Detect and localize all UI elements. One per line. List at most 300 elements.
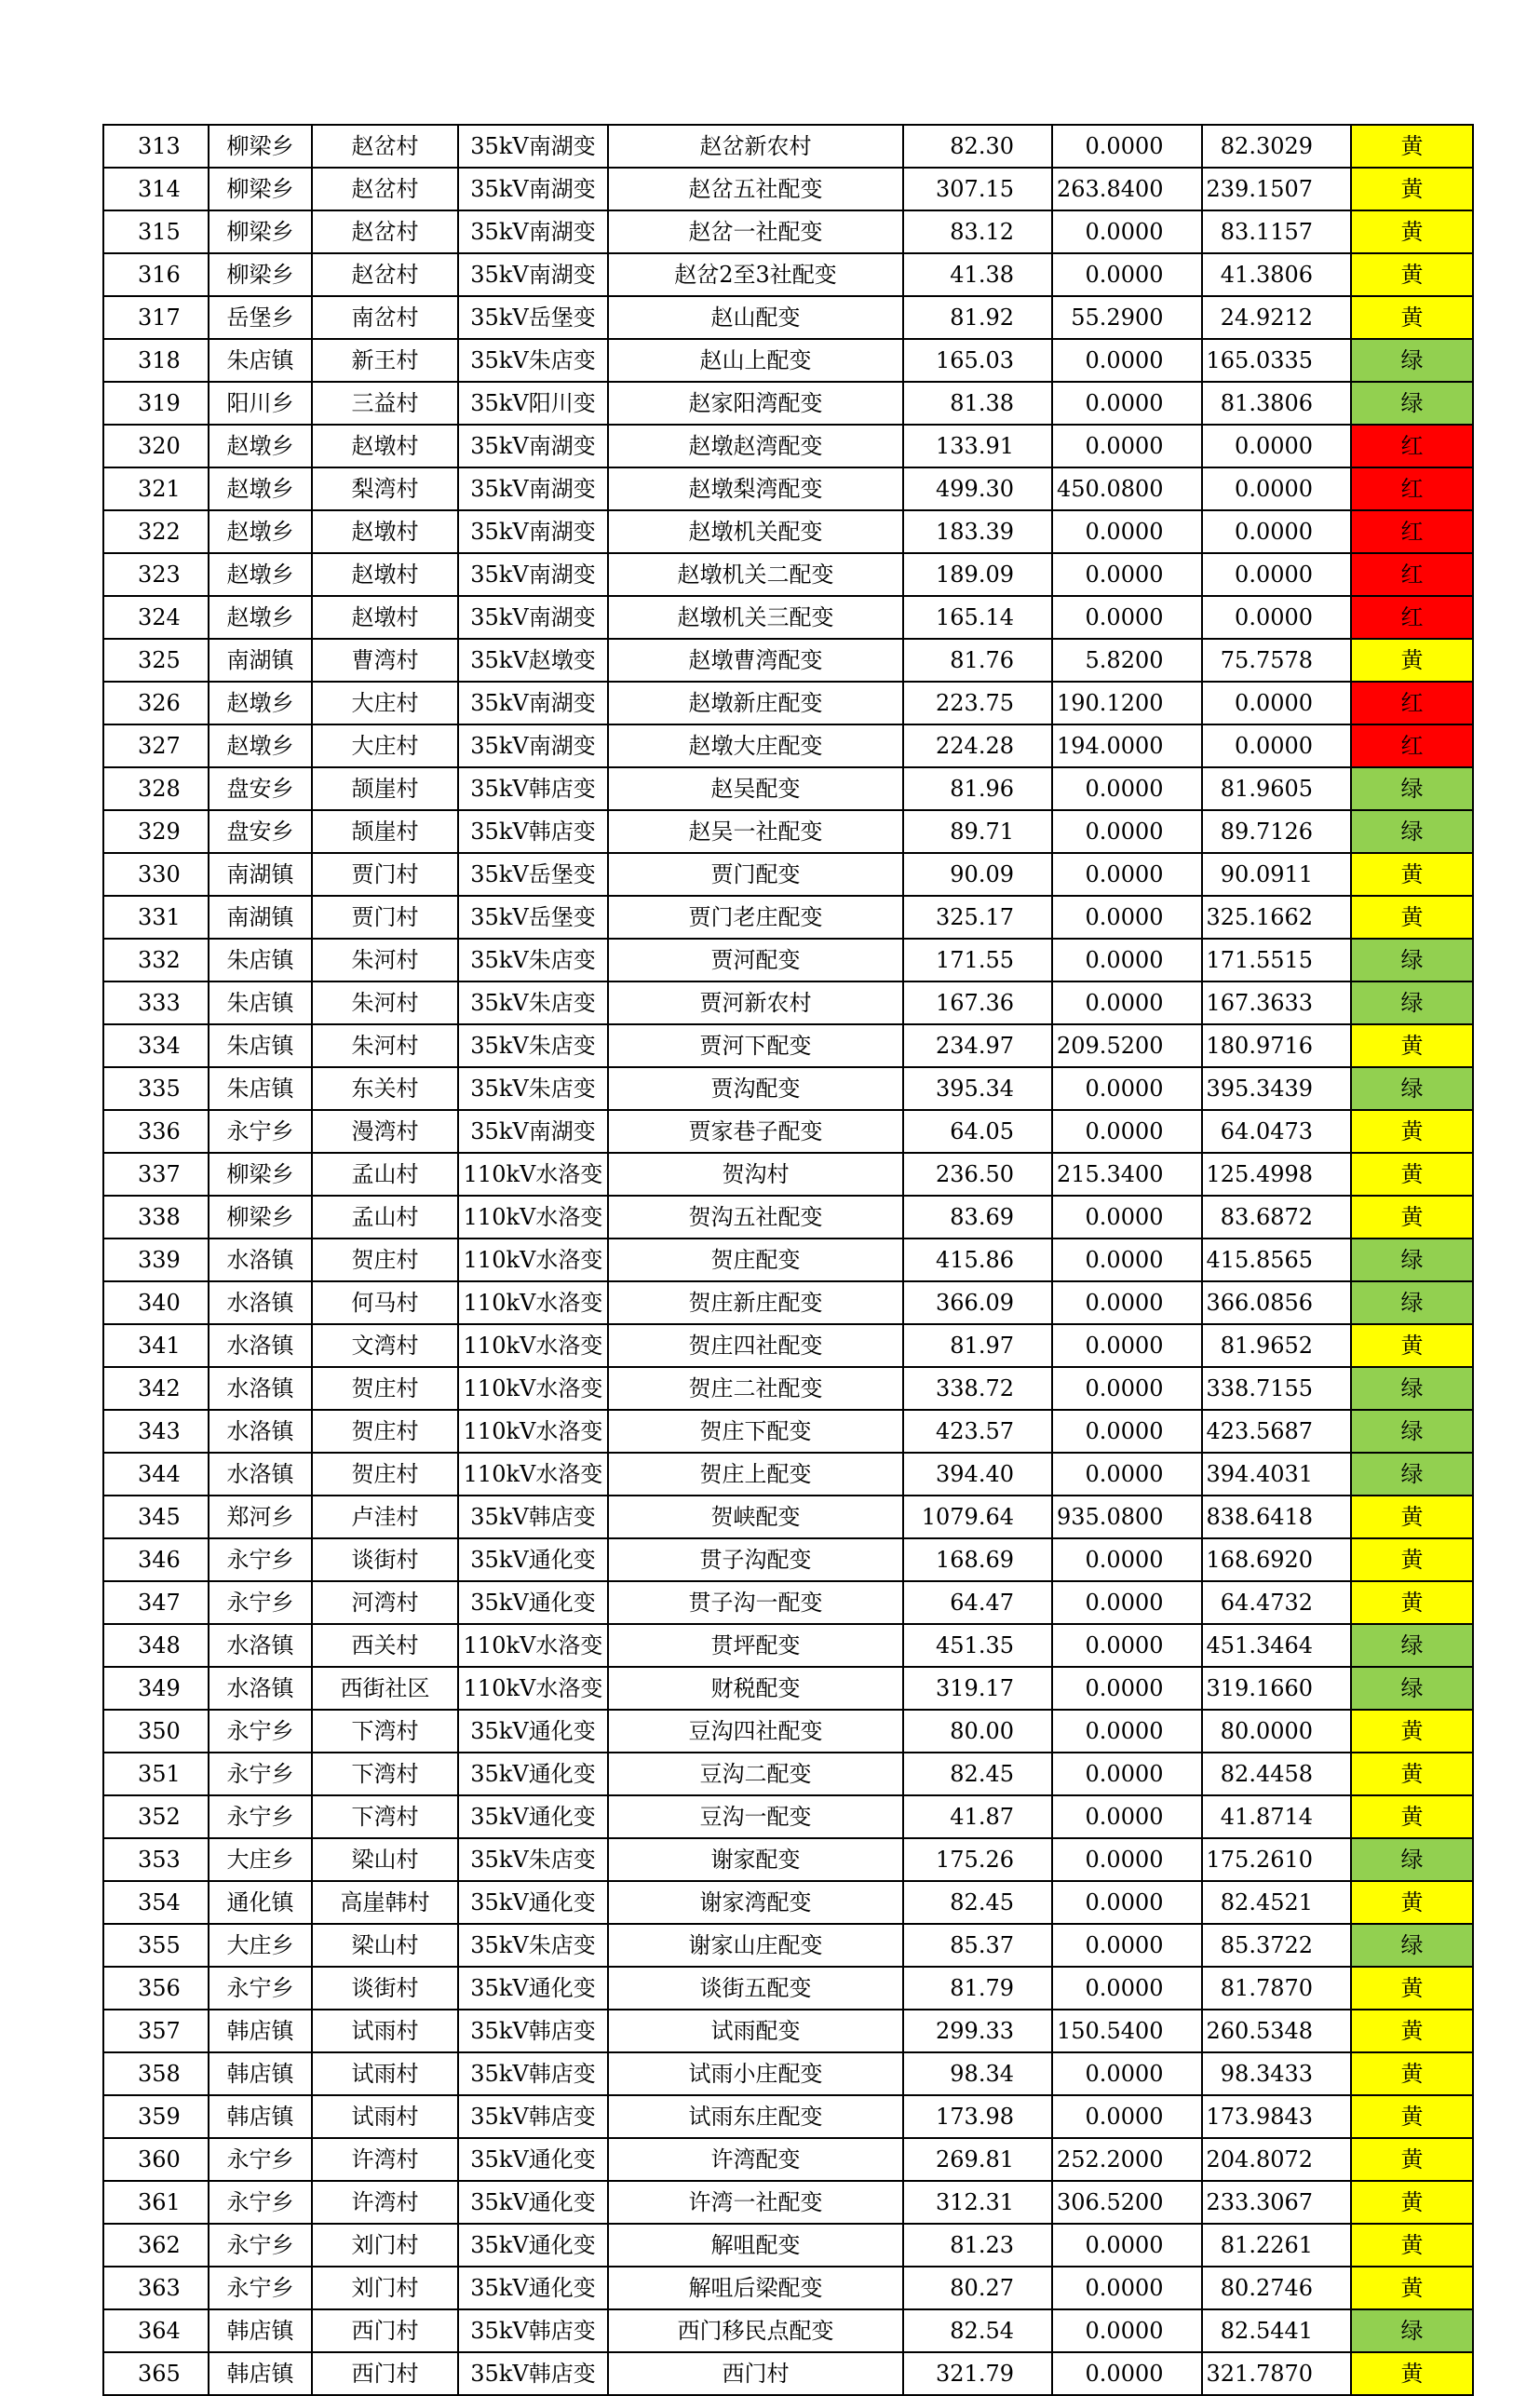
row-number: 363 [103, 2267, 209, 2309]
value-2-cell: 0.0000 [1052, 210, 1202, 253]
substation-cell: 35kV朱店变 [458, 1924, 608, 1967]
table-row [103, 1281, 1473, 1324]
transformer-name-cell: 谢家配变 [608, 1838, 903, 1881]
township-cell: 赵墩乡 [209, 682, 312, 724]
village-cell: 何马村 [312, 1281, 458, 1324]
township-cell: 南湖镇 [209, 639, 312, 682]
transformer-name-cell: 赵岔新农村 [608, 125, 903, 168]
value-3-cell: 90.0911 [1202, 853, 1352, 896]
transformer-name-cell: 贾门老庄配变 [608, 896, 903, 939]
value-2-cell: 0.0000 [1052, 1281, 1202, 1324]
row-number: 322 [103, 510, 209, 553]
row-number: 335 [103, 1067, 209, 1110]
transformer-name-cell: 贾河新农村 [608, 981, 903, 1024]
table-row [103, 125, 1473, 168]
status-color-cell: 绿 [1351, 1410, 1473, 1453]
substation-cell: 110kV水洛变 [458, 1324, 608, 1367]
row-number: 365 [103, 2352, 209, 2395]
table-row [103, 1410, 1473, 1453]
status-color-cell: 绿 [1351, 1924, 1473, 1967]
transformer-name-cell: 豆沟四社配变 [608, 1710, 903, 1753]
substation-cell: 35kV南湖变 [458, 1110, 608, 1153]
substation-cell: 35kV韩店变 [458, 2309, 608, 2352]
table-row [103, 2267, 1473, 2309]
township-cell: 永宁乡 [209, 2224, 312, 2267]
village-cell: 许湾村 [312, 2138, 458, 2181]
table-row [103, 682, 1473, 724]
transformer-name-cell: 贾河下配变 [608, 1024, 903, 1067]
substation-cell: 110kV水洛变 [458, 1281, 608, 1324]
village-cell: 赵岔村 [312, 168, 458, 210]
capacity-value-cell: 173.98 [903, 2095, 1052, 2138]
row-number: 345 [103, 1496, 209, 1538]
substation-cell: 35kV通化变 [458, 2224, 608, 2267]
capacity-value-cell: 165.03 [903, 339, 1052, 382]
status-color-cell: 黄 [1351, 1967, 1473, 2010]
status-color-cell: 红 [1351, 467, 1473, 510]
substation-cell: 35kV南湖变 [458, 510, 608, 553]
capacity-value-cell: 321.79 [903, 2352, 1052, 2395]
table-row [103, 896, 1473, 939]
row-number: 315 [103, 210, 209, 253]
value-3-cell: 41.8714 [1202, 1795, 1352, 1838]
value-3-cell: 0.0000 [1202, 425, 1352, 467]
row-number: 352 [103, 1795, 209, 1838]
value-2-cell: 0.0000 [1052, 2352, 1202, 2395]
transformer-name-cell: 赵墩曹湾配变 [608, 639, 903, 682]
substation-cell: 35kV通化变 [458, 2138, 608, 2181]
township-cell: 永宁乡 [209, 1710, 312, 1753]
row-number: 344 [103, 1453, 209, 1496]
table-row [103, 553, 1473, 596]
township-cell: 水洛镇 [209, 1324, 312, 1367]
capacity-value-cell: 451.35 [903, 1624, 1052, 1667]
row-number: 317 [103, 296, 209, 339]
status-color-cell: 黄 [1351, 253, 1473, 296]
transformer-name-cell: 贺庄四社配变 [608, 1324, 903, 1367]
substation-cell: 35kV朱店变 [458, 1067, 608, 1110]
row-number: 350 [103, 1710, 209, 1753]
row-number: 326 [103, 682, 209, 724]
row-number: 349 [103, 1667, 209, 1710]
status-color-cell: 黄 [1351, 2267, 1473, 2309]
transformer-name-cell: 许湾一社配变 [608, 2181, 903, 2224]
value-3-cell: 167.3633 [1202, 981, 1352, 1024]
township-cell: 赵墩乡 [209, 510, 312, 553]
capacity-value-cell: 183.39 [903, 510, 1052, 553]
value-2-cell: 190.1200 [1052, 682, 1202, 724]
substation-cell: 110kV水洛变 [458, 1196, 608, 1239]
village-cell: 赵墩村 [312, 510, 458, 553]
township-cell: 永宁乡 [209, 1967, 312, 2010]
transformer-name-cell: 赵山配变 [608, 296, 903, 339]
value-3-cell: 319.1660 [1202, 1667, 1352, 1710]
table-row [103, 981, 1473, 1024]
village-cell: 下湾村 [312, 1795, 458, 1838]
substation-cell: 35kV通化变 [458, 1795, 608, 1838]
transformer-name-cell: 赵墩赵湾配变 [608, 425, 903, 467]
township-cell: 水洛镇 [209, 1453, 312, 1496]
township-cell: 韩店镇 [209, 2010, 312, 2052]
table-row [103, 1753, 1473, 1795]
capacity-value-cell: 81.92 [903, 296, 1052, 339]
substation-cell: 110kV水洛变 [458, 1410, 608, 1453]
value-3-cell: 394.4031 [1202, 1453, 1352, 1496]
substation-cell: 35kV南湖变 [458, 168, 608, 210]
value-2-cell: 0.0000 [1052, 1410, 1202, 1453]
status-color-cell: 黄 [1351, 2181, 1473, 2224]
substation-cell: 35kV韩店变 [458, 2095, 608, 2138]
village-cell: 贾门村 [312, 896, 458, 939]
row-number: 334 [103, 1024, 209, 1067]
status-color-cell: 黄 [1351, 168, 1473, 210]
village-cell: 朱河村 [312, 939, 458, 981]
substation-cell: 35kV南湖变 [458, 682, 608, 724]
status-color-cell: 绿 [1351, 1067, 1473, 1110]
capacity-value-cell: 81.38 [903, 382, 1052, 425]
value-3-cell: 168.6920 [1202, 1538, 1352, 1581]
row-number: 353 [103, 1838, 209, 1881]
transformer-name-cell: 赵墩大庄配变 [608, 724, 903, 767]
transformer-name-cell: 贾沟配变 [608, 1067, 903, 1110]
status-color-cell: 绿 [1351, 1239, 1473, 1281]
status-color-cell: 红 [1351, 596, 1473, 639]
capacity-value-cell: 175.26 [903, 1838, 1052, 1881]
transformer-name-cell: 贾家巷子配变 [608, 1110, 903, 1153]
row-number: 362 [103, 2224, 209, 2267]
transformer-name-cell: 贺庄上配变 [608, 1453, 903, 1496]
value-2-cell: 0.0000 [1052, 1924, 1202, 1967]
status-color-cell: 绿 [1351, 382, 1473, 425]
row-number: 342 [103, 1367, 209, 1410]
substation-cell: 110kV水洛变 [458, 1624, 608, 1667]
transformer-name-cell: 西门村 [608, 2352, 903, 2395]
value-2-cell: 252.2000 [1052, 2138, 1202, 2181]
township-cell: 阳川乡 [209, 382, 312, 425]
township-cell: 朱店镇 [209, 1024, 312, 1067]
village-cell: 三益村 [312, 382, 458, 425]
value-3-cell: 81.9652 [1202, 1324, 1352, 1367]
row-number: 360 [103, 2138, 209, 2181]
township-cell: 大庄乡 [209, 1924, 312, 1967]
value-2-cell: 194.0000 [1052, 724, 1202, 767]
value-2-cell: 0.0000 [1052, 1453, 1202, 1496]
status-color-cell: 黄 [1351, 1881, 1473, 1924]
village-cell: 西关村 [312, 1624, 458, 1667]
value-3-cell: 64.4732 [1202, 1581, 1352, 1624]
capacity-value-cell: 89.71 [903, 810, 1052, 853]
value-2-cell: 0.0000 [1052, 510, 1202, 553]
substation-cell: 35kV阳川变 [458, 382, 608, 425]
status-color-cell: 黄 [1351, 2224, 1473, 2267]
transformer-name-cell: 赵墩梨湾配变 [608, 467, 903, 510]
township-cell: 水洛镇 [209, 1281, 312, 1324]
value-2-cell: 0.0000 [1052, 1795, 1202, 1838]
value-3-cell: 81.9605 [1202, 767, 1352, 810]
capacity-value-cell: 307.15 [903, 168, 1052, 210]
substation-cell: 35kV南湖变 [458, 467, 608, 510]
table-row [103, 724, 1473, 767]
capacity-value-cell: 312.31 [903, 2181, 1052, 2224]
value-3-cell: 80.2746 [1202, 2267, 1352, 2309]
township-cell: 赵墩乡 [209, 425, 312, 467]
table-row [103, 2010, 1473, 2052]
value-2-cell: 0.0000 [1052, 2267, 1202, 2309]
status-color-cell: 黄 [1351, 1324, 1473, 1367]
township-cell: 水洛镇 [209, 1239, 312, 1281]
row-number: 337 [103, 1153, 209, 1196]
status-color-cell: 绿 [1351, 767, 1473, 810]
status-color-cell: 黄 [1351, 1024, 1473, 1067]
value-3-cell: 395.3439 [1202, 1067, 1352, 1110]
transformer-name-cell: 试雨东庄配变 [608, 2095, 903, 2138]
township-cell: 柳梁乡 [209, 1196, 312, 1239]
substation-cell: 35kV韩店变 [458, 767, 608, 810]
status-color-cell: 绿 [1351, 2309, 1473, 2352]
value-2-cell: 0.0000 [1052, 981, 1202, 1024]
table-row [103, 1710, 1473, 1753]
table-row [103, 2309, 1473, 2352]
value-2-cell: 0.0000 [1052, 2095, 1202, 2138]
village-cell: 下湾村 [312, 1753, 458, 1795]
township-cell: 南湖镇 [209, 853, 312, 896]
township-cell: 柳梁乡 [209, 1153, 312, 1196]
value-2-cell: 263.8400 [1052, 168, 1202, 210]
village-cell: 谈街村 [312, 1967, 458, 2010]
status-color-cell: 黄 [1351, 1710, 1473, 1753]
value-3-cell: 125.4998 [1202, 1153, 1352, 1196]
table-row [103, 2352, 1473, 2395]
township-cell: 岳堡乡 [209, 296, 312, 339]
township-cell: 大庄乡 [209, 1838, 312, 1881]
value-2-cell: 935.0800 [1052, 1496, 1202, 1538]
row-number: 348 [103, 1624, 209, 1667]
capacity-value-cell: 80.00 [903, 1710, 1052, 1753]
value-3-cell: 83.6872 [1202, 1196, 1352, 1239]
value-3-cell: 173.9843 [1202, 2095, 1352, 2138]
value-2-cell: 150.5400 [1052, 2010, 1202, 2052]
township-cell: 永宁乡 [209, 2267, 312, 2309]
status-color-cell: 红 [1351, 724, 1473, 767]
status-color-cell: 黄 [1351, 2095, 1473, 2138]
value-3-cell: 204.8072 [1202, 2138, 1352, 2181]
transformer-name-cell: 贺庄二社配变 [608, 1367, 903, 1410]
table-row [103, 1967, 1473, 2010]
value-2-cell: 0.0000 [1052, 1581, 1202, 1624]
value-3-cell: 0.0000 [1202, 596, 1352, 639]
value-2-cell: 0.0000 [1052, 339, 1202, 382]
township-cell: 永宁乡 [209, 1538, 312, 1581]
value-3-cell: 80.0000 [1202, 1710, 1352, 1753]
village-cell: 西门村 [312, 2352, 458, 2395]
value-2-cell: 0.0000 [1052, 1881, 1202, 1924]
value-3-cell: 171.5515 [1202, 939, 1352, 981]
status-color-cell: 黄 [1351, 1110, 1473, 1153]
township-cell: 永宁乡 [209, 1110, 312, 1153]
table-row [103, 1367, 1473, 1410]
transformer-name-cell: 赵吴配变 [608, 767, 903, 810]
row-number: 325 [103, 639, 209, 682]
table-row [103, 1838, 1473, 1881]
capacity-value-cell: 90.09 [903, 853, 1052, 896]
value-2-cell: 0.0000 [1052, 1667, 1202, 1710]
status-color-cell: 红 [1351, 425, 1473, 467]
village-cell: 西门村 [312, 2309, 458, 2352]
table-row [103, 853, 1473, 896]
value-2-cell: 0.0000 [1052, 2224, 1202, 2267]
village-cell: 新王村 [312, 339, 458, 382]
capacity-value-cell: 236.50 [903, 1153, 1052, 1196]
status-color-cell: 黄 [1351, 639, 1473, 682]
village-cell: 西街社区 [312, 1667, 458, 1710]
value-2-cell: 450.0800 [1052, 467, 1202, 510]
row-number: 359 [103, 2095, 209, 2138]
township-cell: 盘安乡 [209, 767, 312, 810]
village-cell: 刘门村 [312, 2224, 458, 2267]
village-cell: 贺庄村 [312, 1410, 458, 1453]
transformer-name-cell: 谢家山庄配变 [608, 1924, 903, 1967]
value-3-cell: 0.0000 [1202, 553, 1352, 596]
village-cell: 赵墩村 [312, 425, 458, 467]
transformer-name-cell: 赵吴一社配变 [608, 810, 903, 853]
village-cell: 试雨村 [312, 2010, 458, 2052]
value-2-cell: 0.0000 [1052, 1624, 1202, 1667]
value-2-cell: 0.0000 [1052, 1710, 1202, 1753]
substation-cell: 35kV南湖变 [458, 210, 608, 253]
value-3-cell: 81.7870 [1202, 1967, 1352, 2010]
value-2-cell: 0.0000 [1052, 553, 1202, 596]
value-2-cell: 0.0000 [1052, 382, 1202, 425]
township-cell: 永宁乡 [209, 2138, 312, 2181]
value-3-cell: 415.8565 [1202, 1239, 1352, 1281]
transformer-name-cell: 贯子沟配变 [608, 1538, 903, 1581]
row-number: 327 [103, 724, 209, 767]
value-3-cell: 81.3806 [1202, 382, 1352, 425]
table-row [103, 810, 1473, 853]
substation-cell: 35kV通化变 [458, 1710, 608, 1753]
capacity-value-cell: 81.23 [903, 2224, 1052, 2267]
status-color-cell: 黄 [1351, 1753, 1473, 1795]
value-3-cell: 82.3029 [1202, 125, 1352, 168]
table-row [103, 596, 1473, 639]
village-cell: 贾门村 [312, 853, 458, 896]
village-cell: 南岔村 [312, 296, 458, 339]
township-cell: 朱店镇 [209, 939, 312, 981]
capacity-value-cell: 82.45 [903, 1753, 1052, 1795]
status-color-cell: 绿 [1351, 1624, 1473, 1667]
substation-cell: 110kV水洛变 [458, 1453, 608, 1496]
data-table [102, 124, 1474, 2396]
transformer-name-cell: 赵墩新庄配变 [608, 682, 903, 724]
capacity-value-cell: 80.27 [903, 2267, 1052, 2309]
row-number: 343 [103, 1410, 209, 1453]
village-cell: 梨湾村 [312, 467, 458, 510]
substation-cell: 35kV韩店变 [458, 2352, 608, 2395]
status-color-cell: 黄 [1351, 2052, 1473, 2095]
table-row [103, 510, 1473, 553]
status-color-cell: 绿 [1351, 981, 1473, 1024]
table-row [103, 1324, 1473, 1367]
value-3-cell: 175.2610 [1202, 1838, 1352, 1881]
row-number: 316 [103, 253, 209, 296]
township-cell: 朱店镇 [209, 339, 312, 382]
table-body [103, 125, 1473, 2395]
township-cell: 韩店镇 [209, 2309, 312, 2352]
value-3-cell: 64.0473 [1202, 1110, 1352, 1153]
township-cell: 郑河乡 [209, 1496, 312, 1538]
substation-cell: 35kV韩店变 [458, 2010, 608, 2052]
transformer-name-cell: 赵岔2至3社配变 [608, 253, 903, 296]
capacity-value-cell: 83.69 [903, 1196, 1052, 1239]
status-color-cell: 黄 [1351, 1538, 1473, 1581]
transformer-name-cell: 豆沟一配变 [608, 1795, 903, 1838]
substation-cell: 35kV南湖变 [458, 125, 608, 168]
substation-cell: 35kV朱店变 [458, 1024, 608, 1067]
substation-cell: 35kV韩店变 [458, 810, 608, 853]
capacity-value-cell: 82.30 [903, 125, 1052, 168]
status-color-cell: 黄 [1351, 2352, 1473, 2395]
capacity-value-cell: 394.40 [903, 1453, 1052, 1496]
substation-cell: 35kV朱店变 [458, 981, 608, 1024]
row-number: 357 [103, 2010, 209, 2052]
substation-cell: 35kV南湖变 [458, 425, 608, 467]
capacity-value-cell: 133.91 [903, 425, 1052, 467]
substation-cell: 35kV通化变 [458, 2267, 608, 2309]
value-2-cell: 0.0000 [1052, 1324, 1202, 1367]
transformer-name-cell: 贯坪配变 [608, 1624, 903, 1667]
transformer-name-cell: 贾门配变 [608, 853, 903, 896]
table-row [103, 168, 1473, 210]
transformer-name-cell: 试雨小庄配变 [608, 2052, 903, 2095]
value-3-cell: 838.6418 [1202, 1496, 1352, 1538]
value-3-cell: 83.1157 [1202, 210, 1352, 253]
capacity-value-cell: 64.05 [903, 1110, 1052, 1153]
township-cell: 赵墩乡 [209, 467, 312, 510]
value-2-cell: 0.0000 [1052, 1367, 1202, 1410]
row-number: 341 [103, 1324, 209, 1367]
table-row [103, 1795, 1473, 1838]
value-3-cell: 180.9716 [1202, 1024, 1352, 1067]
transformer-name-cell: 贺庄配变 [608, 1239, 903, 1281]
township-cell: 盘安乡 [209, 810, 312, 853]
capacity-value-cell: 1079.64 [903, 1496, 1052, 1538]
value-2-cell: 209.5200 [1052, 1024, 1202, 1067]
capacity-value-cell: 189.09 [903, 553, 1052, 596]
capacity-value-cell: 234.97 [903, 1024, 1052, 1067]
substation-cell: 35kV通化变 [458, 1967, 608, 2010]
transformer-name-cell: 贺沟村 [608, 1153, 903, 1196]
table-row [103, 639, 1473, 682]
value-2-cell: 0.0000 [1052, 1838, 1202, 1881]
capacity-value-cell: 81.79 [903, 1967, 1052, 2010]
transformer-name-cell: 试雨配变 [608, 2010, 903, 2052]
table-row [103, 1667, 1473, 1710]
capacity-value-cell: 395.34 [903, 1067, 1052, 1110]
transformer-name-cell: 豆沟二配变 [608, 1753, 903, 1795]
row-number: 354 [103, 1881, 209, 1924]
value-3-cell: 98.3433 [1202, 2052, 1352, 2095]
table-row [103, 467, 1473, 510]
village-cell: 颉崖村 [312, 810, 458, 853]
value-2-cell: 0.0000 [1052, 596, 1202, 639]
capacity-value-cell: 165.14 [903, 596, 1052, 639]
township-cell: 水洛镇 [209, 1624, 312, 1667]
row-number: 364 [103, 2309, 209, 2352]
table-row [103, 1110, 1473, 1153]
status-color-cell: 绿 [1351, 1838, 1473, 1881]
value-2-cell: 0.0000 [1052, 853, 1202, 896]
table-row [103, 2138, 1473, 2181]
